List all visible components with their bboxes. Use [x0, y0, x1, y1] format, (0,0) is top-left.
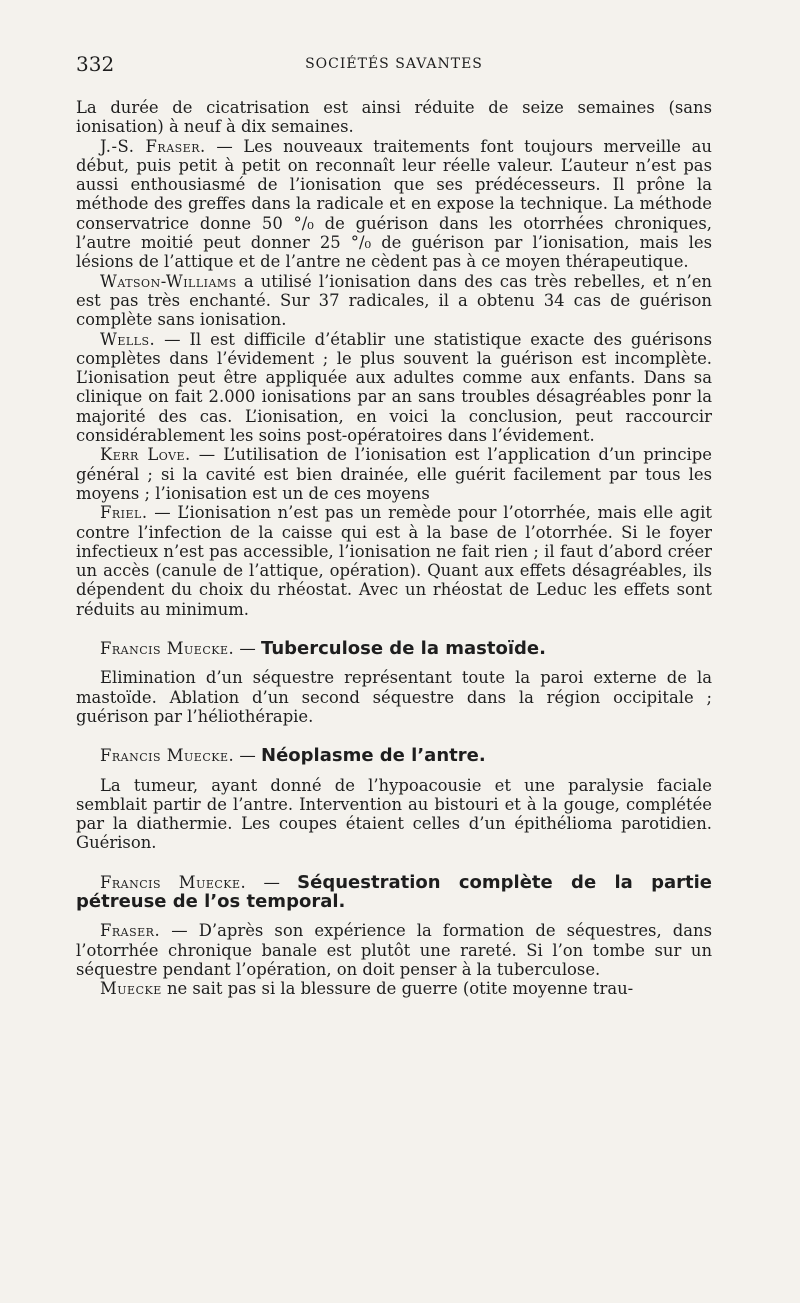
paragraph — [76, 330, 712, 446]
heading-dash: — — [234, 746, 262, 766]
paragraph — [76, 445, 712, 503]
paragraph-text: — Il est difficile d’établir une statistique exacte des guérisons complètes dans l’évidement ; le plus souvent la guérison est incomplète. L’ionisation peut être appliquée aux adultes comme aux enfants. Dans sa clinique on fait 2.000 ionisations par an sans troubles désagréables ponr la majorité des cas. L’ionisation, en voici la conclusion, peut raccourcir considérablement les soins post-opératoires dans l’évidement. — [76, 329, 712, 446]
heading-dash: — — [246, 872, 298, 892]
paragraph — [76, 272, 712, 330]
author-name: Francis Muecke. — [100, 872, 247, 892]
running-head: SOCIÉTÉS SAVANTES — [305, 56, 483, 72]
paragraph-text: ne sait pas si la blessure de guerre (otite moyenne trau- — [161, 979, 634, 999]
section-heading — [76, 639, 712, 658]
page-number: 332 — [76, 52, 115, 76]
paragraph-text: — L’utilisation de l’ionisation est l’application d’un principe général ; si la cavité est bien drainée, elle guérit facilement par tous les moyens ; l’ionisation est un de ces moyens — [76, 445, 712, 503]
section-title: Séquestration complète de la partie pétreuse de l’os temporal. — [76, 871, 712, 912]
paragraph-text: — Les nouveaux traitements font toujours merveille au début, puis petit à petit on reconnaît leur réelle valeur. L’auteur n’est pas aussi enthousiasmé de l’ionisation que ses prédécesseurs. Il prône la méthode des greffes dans la radicale et en expose la technique. La méthode conservatrice donne 50 °/₀ de guérison dans les otorrhées chroniques, l’autre moitié peut donner 25 °/₀ de guérison par l’ionisation, mais les lésions de l’attique et de l’antre ne cèdent pas à ce moyen thérapeutique. — [76, 136, 712, 272]
paragraph: Elimination d’un séquestre représentant toute la paroi externe de la mastoïde. Ablation d’un second séquestre dans la région occipitale ; guérison par l’héliothérapie. — [76, 668, 712, 726]
author-name: Kerr Love. — [100, 445, 191, 465]
paragraph-text: — L’ionisation n’est pas un remède pour l’otorrhée, mais elle agit contre l’infection de la caisse qui est à la base de l’otorrhée. Si le foyer infectieux n’est pas accessible, l’ionisation ne fait rien ; il faut d’abord créer un accès (canule de l’attique, opération). Quant aux effets désagréables, ils dépendent du choix du rhéostat. Avec un rhéostat de Leduc les effets sont réduits au minimum. — [76, 503, 712, 619]
author-name: Friel. — [100, 503, 148, 523]
page-body — [76, 98, 712, 998]
page-header — [76, 52, 712, 82]
paragraph: La tumeur, ayant donné de l’hypoacousie et une paralysie faciale semblait partir de l’antre. Intervention au bistouri et à la gouge, complétée par la diathermie. Les coupes étaient celles d’un épithélioma parotidien. Guérison. — [76, 775, 712, 853]
paragraph: La durée de cicatrisation est ainsi réduite de seize semaines (sans ionisation) à neuf à dix semaines. — [76, 98, 712, 137]
section-title: Néoplasme de l’antre. — [261, 745, 486, 767]
author-name: Francis Muecke. — [100, 639, 235, 659]
section-heading — [76, 746, 712, 765]
author-name: Francis Muecke. — [100, 746, 235, 766]
paragraph — [76, 921, 712, 979]
paragraph-text: a utilisé l’ionisation dans des cas très rebelles, et n’en est pas très enchanté. Sur 37 radicales, il a obtenu 34 cas de guérison complète sans ionisation. — [76, 271, 712, 330]
author-name: Watson-Williams — [100, 271, 237, 291]
paragraph — [76, 503, 712, 619]
author-name: Wells. — [100, 329, 156, 349]
paragraph-text: — D’après son expérience la formation de séquestres, dans l’otorrhée chronique banale est plutôt une rareté. Si l’on tombe sur un séquestre pendant l’opération, on doit penser à la tuberculose. — [76, 921, 712, 979]
author-name: Muecke — [100, 979, 162, 999]
author-name: J.-S. Fraser. — [100, 136, 206, 156]
section-heading — [76, 873, 712, 912]
author-name: Fraser. — [100, 921, 161, 941]
heading-dash: — — [234, 639, 262, 659]
paragraph — [76, 979, 712, 998]
paragraph — [76, 137, 712, 272]
section-title: Tuberculose de la mastoïde. — [261, 638, 546, 660]
